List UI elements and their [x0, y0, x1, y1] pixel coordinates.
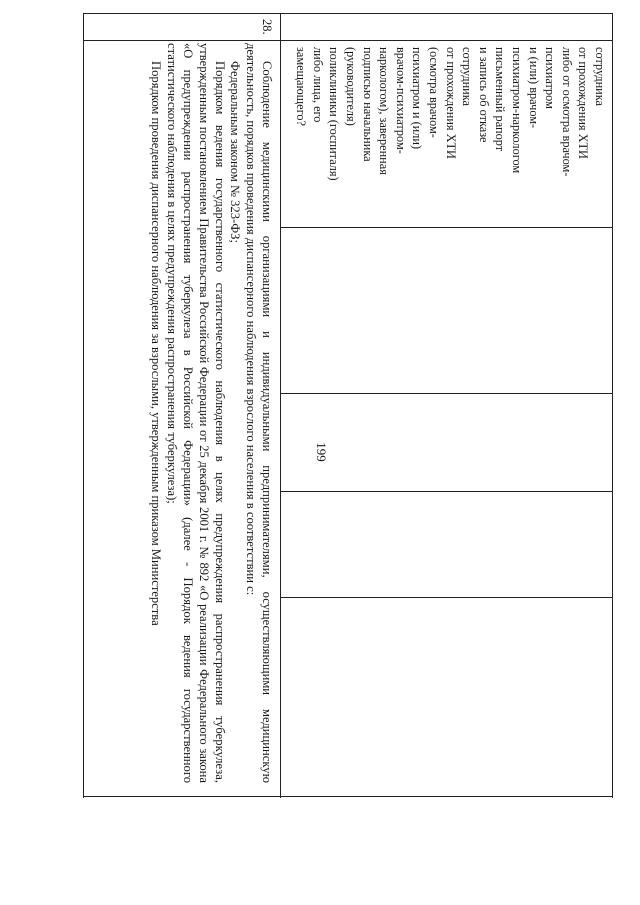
table-border-left: [84, 13, 280, 14]
page-number: 199: [314, 442, 329, 462]
table-column-divider: [281, 491, 612, 492]
text-line: сотрудника: [593, 47, 607, 106]
table-column-divider: [281, 393, 612, 394]
text-line: либо от осмотра врачом-: [559, 47, 574, 177]
paragraph: Соблюдение медицинскими организациями и индивидуальными предпринимателями, осуществляющими медицинскую деятельность, порядков проведения диспансерного наблюдения взрослого населения в соответствии с:: [244, 43, 274, 783]
text-line: от прохождения ХТИ: [576, 47, 591, 159]
text-line: поликлиники (госпиталя): [327, 47, 342, 181]
text-line: наркологом), заверенная: [377, 47, 392, 175]
row-number: 28.: [260, 19, 274, 35]
text-line: и запись об отказе: [476, 47, 491, 143]
text-line: либо лица, его: [310, 47, 325, 123]
rotated-table: [83, 13, 613, 798]
text-line: (руководителя): [344, 47, 359, 126]
text-line: замещающего?: [294, 47, 309, 126]
text-line: и (или) врачом-: [526, 47, 541, 129]
text-line: психиатром-наркологом: [510, 47, 525, 174]
text-line: сотрудника: [460, 47, 475, 106]
text-line: психиатром и (или): [410, 47, 425, 150]
table-row-28: [83, 13, 280, 798]
paragraph: Порядком проведения диспансерного наблюдения за взрослыми, утвержденным приказом Министерства: [149, 61, 164, 626]
text-line: подписью начальника: [360, 47, 375, 162]
requirement-cell-text: [293, 47, 608, 247]
paragraph: Порядком ведения государственного статистического наблюдения в целях предупреждения распространения туберкулеза, утвержденным постановлением Правительства Российской Федерации от 25 декабря 2001 г. № 892 «О реализации Федерального закона «О предупреждении распространения туберкулеза в Российской Федерации» (далее - Порядок ведения государственного статистического наблюдения в целях предупреждения распространения туберкулеза);: [165, 43, 227, 783]
text-line: (осмотра врачом-: [427, 47, 442, 138]
table-column-divider: [281, 40, 612, 41]
table-border-left: [281, 13, 612, 14]
text-line: от прохождения ХТИ: [443, 47, 458, 159]
row-28-text: [148, 43, 274, 783]
table-column-divider: [84, 40, 280, 41]
text-line: письменный рапорт: [493, 47, 508, 152]
text-line: психиатром: [543, 47, 558, 109]
table-column-divider: [281, 597, 612, 598]
paragraph: Федеральным законом № 323-ФЗ;: [228, 61, 243, 243]
text-line: врачом-психиатром-: [393, 47, 408, 154]
table-border-right: [84, 796, 280, 797]
table-border-right: [281, 796, 612, 797]
table-row-continuation: [280, 13, 613, 798]
